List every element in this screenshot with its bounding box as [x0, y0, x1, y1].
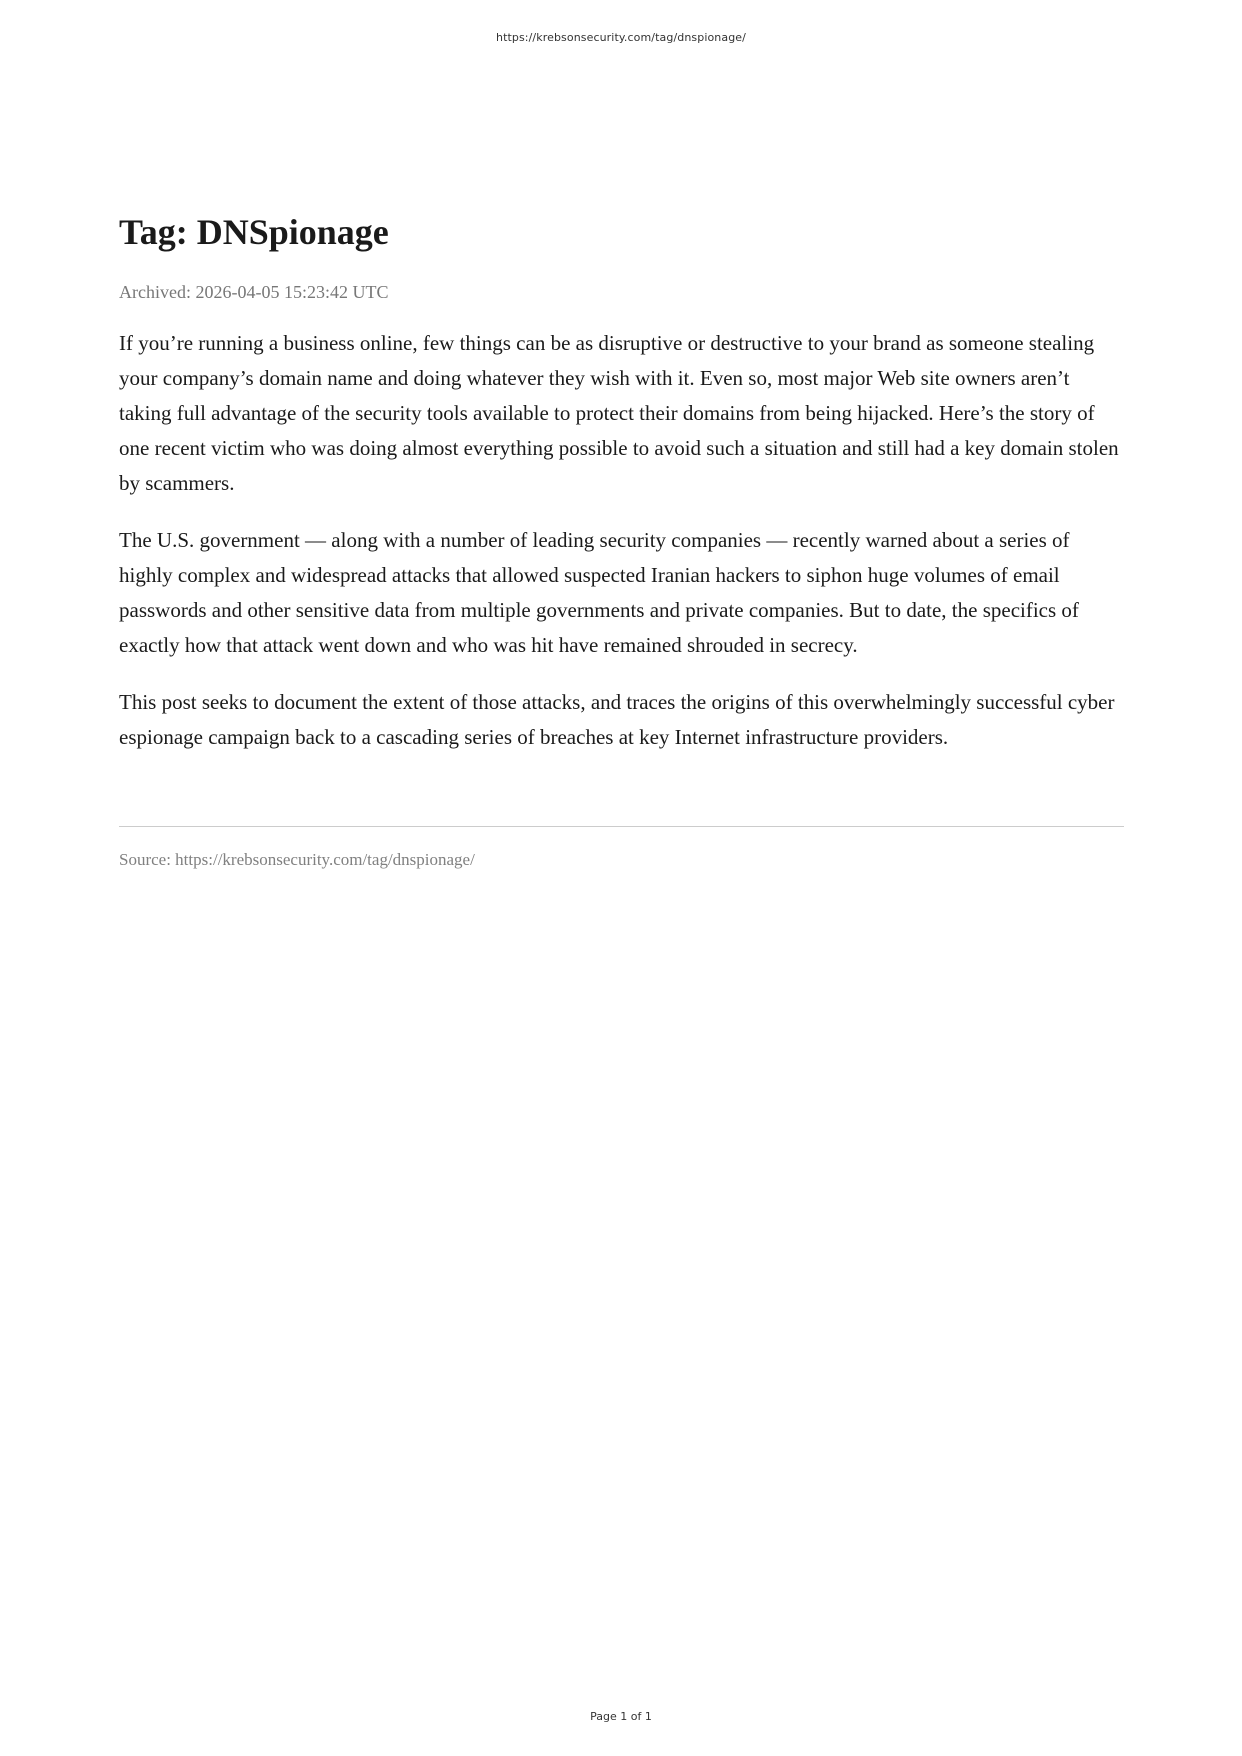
page-number: Page 1 of 1	[590, 1710, 652, 1723]
archived-timestamp: Archived: 2026-04-05 15:23:42 UTC	[119, 282, 389, 302]
header-url: https://krebsonsecurity.com/tag/dnspionage/	[496, 31, 746, 44]
article-paragraph: This post seeks to document the extent of those attacks, and traces the origins of this overwhelmingly successful cyber espionage campaign back to a cascading series of breaches at key Internet infrastructure providers.	[119, 690, 1115, 749]
article	[119, 210, 1124, 777]
page-title: Tag: DNSpionage	[119, 212, 389, 252]
article-paragraph: The U.S. government — along with a number of leading security companies — recently warned about a series of highly complex and widespread attacks that allowed suspected Iranian hackers to siphon huge volumes of email passwords and other sensitive data from multiple governments and private companies. But to date, the specifics of exactly how that attack went down and who was hit have remained shrouded in secrecy.	[119, 528, 1079, 657]
article-paragraph: If you’re running a business online, few things can be as disruptive or destructive to your brand as someone stealing your company’s domain name and doing whatever they wish with it. Even so, most major Web site owners aren’t taking full advantage of the security tools available to protect their domains from being hijacked. Here’s the story of one recent victim who was doing almost everything possible to avoid such a situation and still had a key domain stolen by scammers.	[119, 331, 1119, 495]
divider	[119, 826, 1124, 827]
source-line: Source: https://krebsonsecurity.com/tag/dnspionage/	[119, 850, 475, 869]
article-body	[119, 326, 1124, 755]
